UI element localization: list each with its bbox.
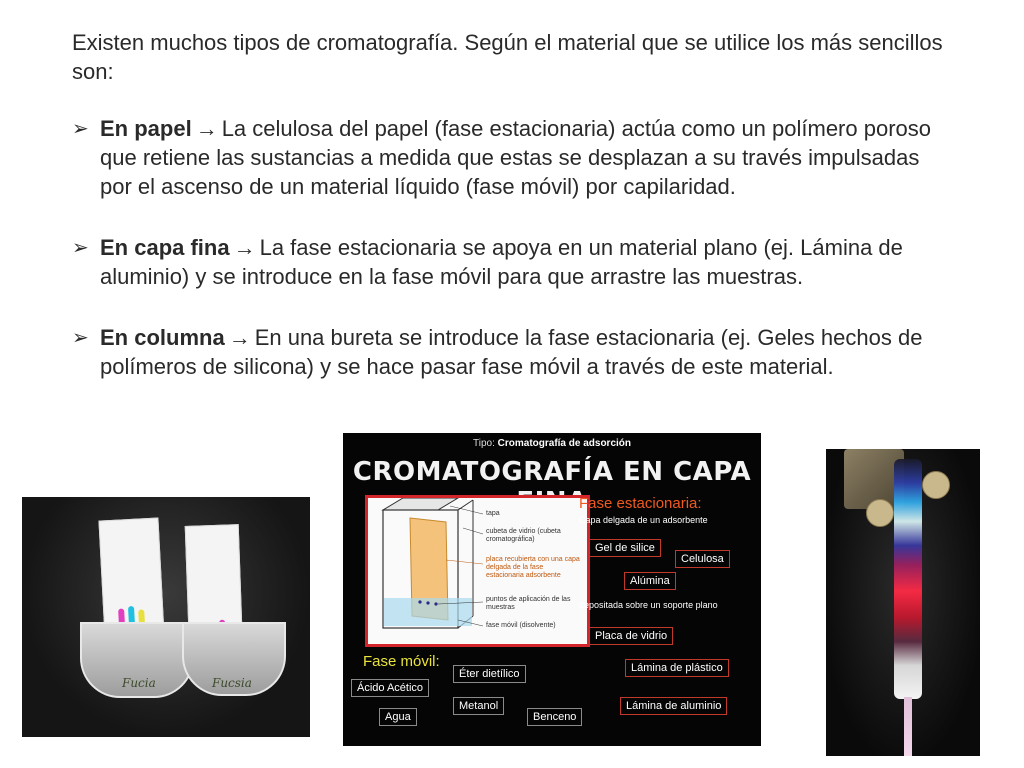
bullet-text: La celulosa del papel (fase estacionaria) actúa como un polímero poroso que retiene las sustancias a medida que estas se desplazan a su través impulsadas por el ascenso de un material líquido (fase móvil) por capilaridad. (100, 116, 931, 199)
clamp-knob (866, 499, 894, 527)
tlc-chamber-diagram (365, 495, 590, 647)
intro-paragraph: Existen muchos tipos de cromatografía. Según el material que se utilice los más sencillos son: (72, 30, 943, 84)
support-box: Lámina de aluminio (620, 697, 727, 715)
arrow-bullet-icon: ➢ (72, 327, 89, 349)
bullet-text: La fase estacionaria se apoya en un material plano (ej. Lámina de aluminio) y se introduce en la fase móvil para que arrastre las muestras. (100, 235, 903, 289)
solvent-box: Ácido Acético (351, 679, 429, 697)
diagram-label: fase móvil (disolvente) (486, 622, 556, 629)
adsorbent-box: Celulosa (675, 550, 730, 568)
cup (182, 622, 286, 696)
column-chromatography-photo (826, 449, 980, 756)
bullet-term: En papel (100, 116, 192, 141)
slide-text (72, 28, 952, 413)
bullet-capa-fina (72, 233, 952, 291)
column-tip (904, 697, 912, 756)
arrow-bullet-icon: ➢ (72, 118, 89, 140)
cup (80, 622, 194, 698)
diagram-label: tapa (486, 510, 500, 517)
bullet-term: En capa fina (100, 235, 230, 260)
diagram-label: puntos de aplicación de las muestras (486, 596, 571, 611)
bullet-term: En columna (100, 325, 225, 350)
adsorbent-box: Gel de silice (589, 539, 661, 557)
bullet-text: En una bureta se introduce la fase estacionaria (ej. Geles hechos de polímeros de silicona) y se hace pasar fase móvil a través de este material. (100, 325, 923, 379)
solvent-box: Benceno (527, 708, 582, 726)
diagram-label: placa recubierta con una capa delgada de la fase estacionaria adsorbente (486, 556, 580, 579)
right-arrow-icon: → (195, 116, 218, 141)
right-arrow-icon: → (228, 325, 251, 350)
solvent-box: Éter dietílico (453, 665, 526, 683)
bullet-papel (72, 114, 952, 201)
cup-label: Fucsia (212, 676, 252, 690)
fase-estacionaria-title: Fase estacionaria: (579, 495, 702, 512)
support-box: Placa de vidrio (589, 627, 673, 645)
support-box: Lámina de plástico (625, 659, 729, 677)
infographic-title: CROMATOGRAFÍA EN CAPA (352, 457, 752, 487)
solvent-box: Agua (379, 708, 417, 726)
arrow-bullet-icon: ➢ (72, 237, 89, 259)
column-tube (894, 459, 922, 699)
diagram-label: cubeta de vidrio (cubeta cromatográfica) (486, 528, 561, 543)
bullet-columna (72, 323, 952, 381)
infographic-type: Tipo: Cromatografía de adsorción (472, 438, 631, 449)
infographic-type-value: Cromatografía de adsorción (497, 438, 631, 449)
tlc-infographic (343, 433, 761, 746)
fase-estacionaria-subtitle: Capa delgada de un adsorbente (579, 515, 708, 525)
paper-chromatography-photo (22, 497, 310, 737)
adsorbent-box: Alúmina (624, 572, 676, 590)
cup-label: Fucia (122, 676, 156, 690)
clamp-knob (922, 471, 950, 499)
fase-movil-title: Fase móvil: (363, 653, 440, 670)
solvent-box: Metanol (453, 697, 504, 715)
support-note: depositada sobre un soporte plano (579, 600, 718, 610)
right-arrow-icon: → (233, 235, 256, 260)
